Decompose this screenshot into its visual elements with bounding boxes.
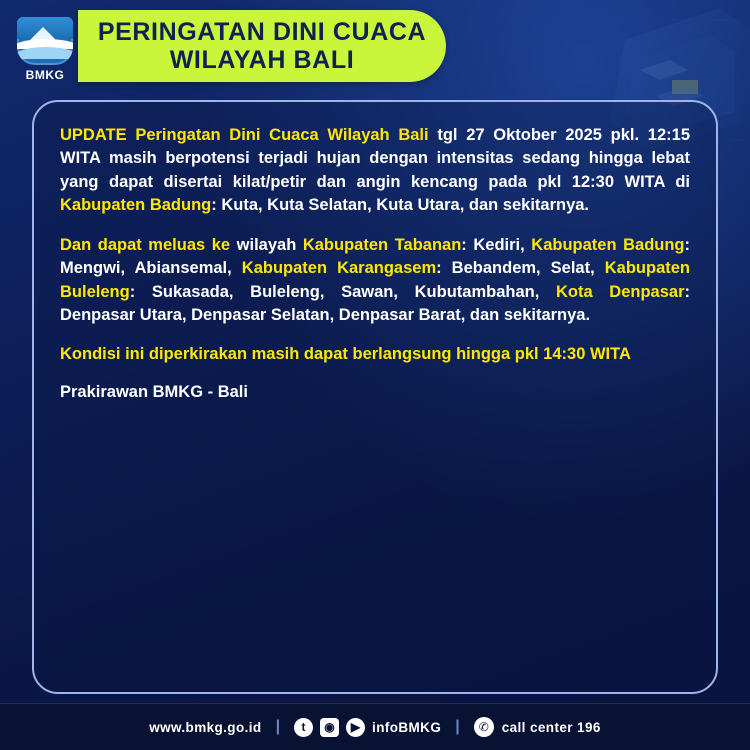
warning-p2-segment-10: : Sukasada, Buleleng, Sawan, Kubutambahan, <box>129 282 556 301</box>
footer-social-group <box>294 718 441 737</box>
warning-p2-region-denpasar: Kota Denpasar <box>555 282 685 301</box>
footer-divider-right: | <box>455 718 460 735</box>
warning-p2-segment-8: : Bebandem, Selat, <box>436 259 605 278</box>
warning-p2-segment-2: wilayah <box>230 235 303 254</box>
warning-p2-segment-1: Dan dapat meluas ke <box>60 235 231 254</box>
page-title-line2: WILAYAH BALI <box>169 46 355 74</box>
youtube-icon[interactable]: ▶ <box>346 718 365 737</box>
instagram-icon[interactable]: ◉ <box>320 718 339 737</box>
footer-website[interactable]: www.bmkg.go.id <box>149 719 262 735</box>
warning-p2-region-buleleng: Kabupaten Buleleng <box>60 259 691 301</box>
bmkg-logo-label: BMKG <box>25 67 65 82</box>
warning-p1-segment-2: tgl 27 Oktober 2025 pkl. 12:15 WITA masih berpotensi terjadi hujan dengan intensitas sedang hingga lebat yang dapat disertai kilat/petir dan angin kencang pada pkl 12:30 WITA di <box>60 126 690 191</box>
warning-p1-segment-4: : Kuta, Kuta Selatan, Kuta Utara, dan sekitarnya. <box>211 196 590 215</box>
bmkg-logo-badge <box>17 17 73 65</box>
poster-header <box>0 0 750 98</box>
phone-icon: ✆ <box>474 717 494 737</box>
forecaster-signature: Prakirawan BMKG - Bali <box>60 382 248 401</box>
poster-title-banner <box>78 10 446 82</box>
warning-paragraph-2 <box>60 234 690 328</box>
bmkg-logo <box>14 14 76 84</box>
twitter-icon[interactable]: t <box>294 718 313 737</box>
warning-p2-region-badung: Kabupaten Badung <box>531 235 685 254</box>
warning-content-card <box>32 100 718 694</box>
warning-duration-note: Kondisi ini diperkirakan masih dapat berlangsung hingga pkl 14:30 WITA <box>60 345 631 364</box>
warning-p1-segment-1: UPDATE Peringatan Dini Cuaca Wilayah Bali <box>60 126 429 144</box>
warning-p1-region-badung: Kabupaten Badung <box>60 196 212 215</box>
warning-p2-segment-4: : Kediri, <box>461 235 532 254</box>
page-title-line1: PERINGATAN DINI CUACA <box>97 18 427 46</box>
footer-call-center-group <box>474 717 601 737</box>
footer-divider-left: | <box>275 718 281 735</box>
warning-p2-region-karangasem: Kabupaten Karangasem <box>241 259 437 278</box>
warning-paragraph-1 <box>60 124 690 218</box>
poster-footer <box>0 703 750 750</box>
footer-social-handle[interactable]: infoBMKG <box>372 719 442 735</box>
warning-p2-region-tabanan: Kabupaten Tabanan <box>302 235 462 254</box>
warning-p2-segment-6: : Mengwi, Abiansemal, <box>60 235 691 278</box>
footer-call-center[interactable]: call center 196 <box>501 719 601 735</box>
warning-p2-segment-12: : Denpasar Utara, Denpasar Selatan, Denpasar Barat, dan sekitarnya. <box>60 282 691 324</box>
